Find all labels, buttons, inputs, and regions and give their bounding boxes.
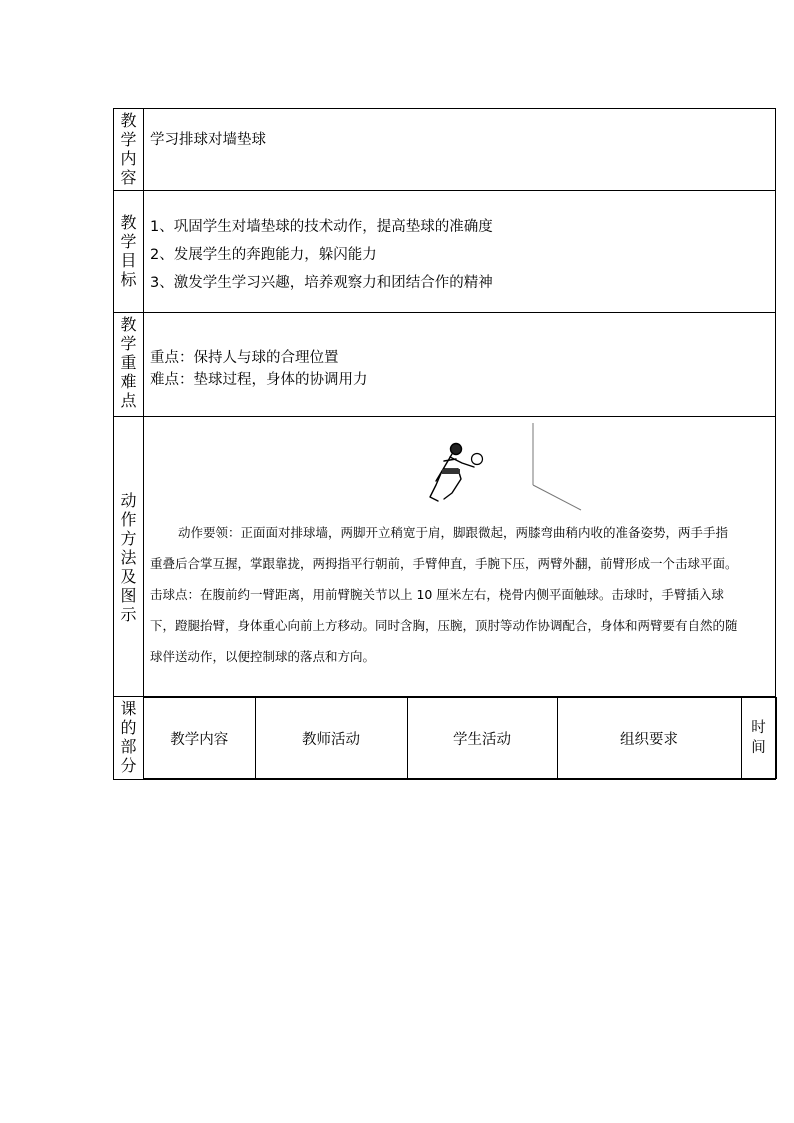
- floor-line: [533, 485, 581, 510]
- label-char: 作: [120, 510, 137, 529]
- label-teaching-content: [114, 109, 144, 191]
- label-lesson-parts: [114, 697, 144, 780]
- label-char: 重: [120, 353, 137, 372]
- goal-item: 1、巩固学生对墙垫球的技术动作，提高垫球的准确度: [150, 219, 493, 235]
- header-row: [144, 698, 776, 779]
- label-char: 动: [120, 491, 137, 510]
- label-char: 教: [120, 111, 137, 130]
- label-char: 容: [120, 168, 137, 187]
- goal-item: 2、发展学生的奔跑能力，躲闪能力: [150, 247, 377, 263]
- shorts-band: [442, 469, 460, 474]
- method-line: 球伴送动作，以便控制球的落点和方向。: [150, 649, 376, 664]
- label-char: 部: [120, 737, 137, 756]
- ball-icon: [472, 454, 483, 465]
- teaching-content-text: 学习排球对墙垫球: [150, 132, 266, 148]
- header-time: [741, 698, 776, 779]
- header-student-activity: 学生活动: [407, 698, 557, 779]
- time-char: 时: [751, 720, 766, 736]
- label-method: [114, 417, 144, 697]
- header-teaching-content: 教学内容: [144, 698, 255, 779]
- label-char: 分: [120, 756, 137, 775]
- label-char: 学: [120, 232, 137, 251]
- key-points-cell: [144, 313, 776, 417]
- volleyball-player-icon: [144, 417, 776, 517]
- label-char: 法: [120, 548, 137, 567]
- lesson-plan-table: [113, 108, 776, 780]
- label-char: 标: [120, 270, 137, 289]
- method-line: 下，蹬腿抬臂，身体重心向前上方移动。同时含胸，压腕，顶肘等动作协调配合，身体和两臂要有自然的随: [150, 618, 738, 633]
- method-description: [144, 517, 775, 672]
- method-cell: [144, 417, 776, 697]
- key-point: 重点：保持人与球的合理位置: [150, 350, 339, 366]
- row-key-points: [114, 313, 776, 417]
- lesson-parts-header-table: [144, 697, 777, 779]
- teaching-content-cell: [144, 109, 776, 191]
- label-char: 及: [120, 567, 137, 586]
- method-line: 重叠后合掌互握，掌跟靠拢，两拇指平行朝前，手臂伸直，手腕下压，两臂外翻，前臂形成一个击球平面。: [150, 556, 738, 571]
- method-figure: [144, 417, 775, 517]
- teaching-goals-cell: [144, 191, 776, 313]
- label-char: 示: [120, 605, 137, 624]
- goal-item: 3、激发学生学习兴趣，培养观察力和团结合作的精神: [150, 275, 493, 291]
- label-key-points: [114, 313, 144, 417]
- method-line-text: 动作要领：正面面对排球墙，两脚开立稍宽于肩，脚跟微起，两膝弯曲稍内收的准备姿势，两手手指: [178, 525, 729, 540]
- label-char: 图: [120, 586, 137, 605]
- row-lesson-parts: [114, 697, 776, 780]
- difficulty-point: 难点：垫球过程，身体的协调用力: [150, 372, 368, 388]
- key-points-list: [150, 313, 769, 391]
- header-organization: 组织要求: [557, 698, 741, 779]
- method-line: [150, 517, 769, 548]
- label-char: 方: [120, 529, 137, 548]
- row-teaching-goals: [114, 191, 776, 313]
- label-char: 目: [120, 251, 137, 270]
- lesson-parts-cell: [144, 697, 776, 780]
- method-line: 击球点：在腹前约一臂距离，用前臂腕关节以上 10 厘米左右，桡骨内侧平面触球。击球时，手臂插入球: [150, 587, 724, 602]
- label-char: 内: [120, 149, 137, 168]
- row-method: [114, 417, 776, 697]
- label-char: 难: [120, 372, 137, 391]
- row-teaching-content: [114, 109, 776, 191]
- label-char: 点: [120, 391, 137, 410]
- label-char: 教: [120, 315, 137, 334]
- label-char: 学: [120, 334, 137, 353]
- header-teacher-activity: 教师活动: [255, 698, 407, 779]
- label-teaching-goals: [114, 191, 144, 313]
- label-char: 教: [120, 213, 137, 232]
- label-char: 学: [120, 130, 137, 149]
- label-char: 课: [120, 699, 137, 718]
- goal-list: [150, 191, 769, 297]
- time-char: 间: [751, 740, 766, 756]
- label-char: 的: [120, 718, 137, 737]
